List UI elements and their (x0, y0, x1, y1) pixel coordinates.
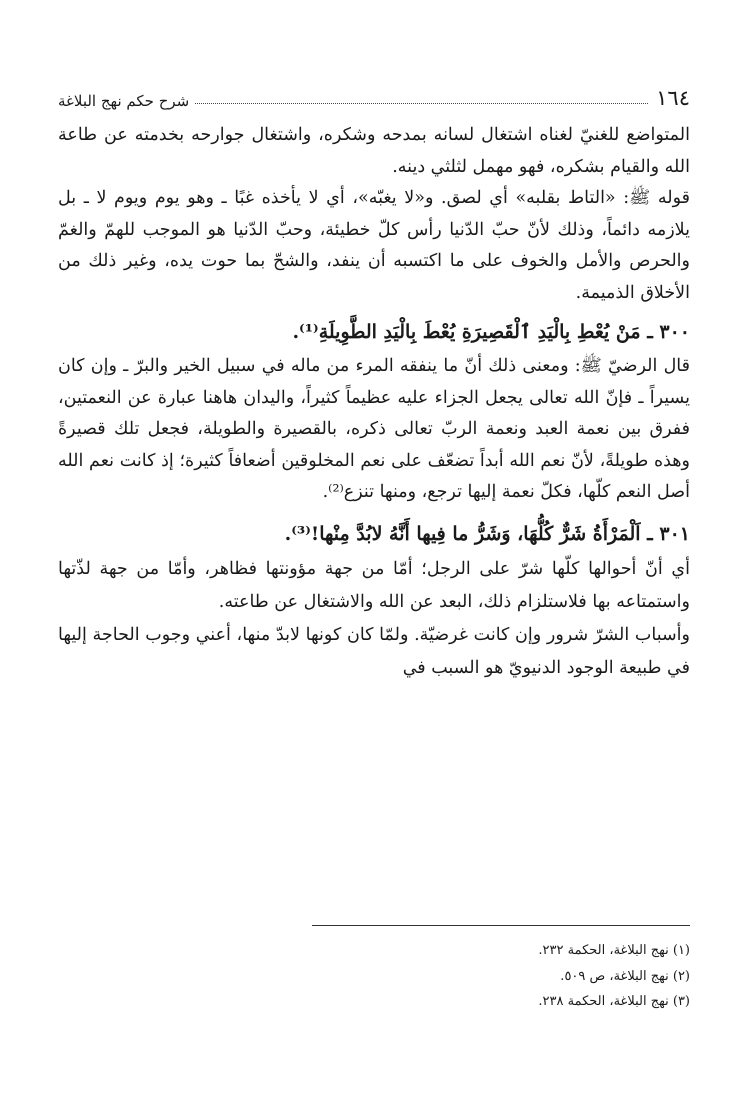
saying-301: ٣٠١ ـ اَلْمَرْأَةُ شَرٌّ كُلُّهَا، وَشَرُّ ما فِيها أَنَّهُ لابُدَّ مِنْها!⁽³⁾. (284, 522, 690, 545)
footnote-1: (١) نهج البلاغة، الحكمة ٢٣٢. (538, 943, 690, 958)
footnotes (58, 925, 690, 1015)
paragraph-5: وأسباب الشرّ شرور وإن كانت غرضيّة. ولمّا كان كونها لابدّ منها، أعني وجوب الحاجة إليها في طبيعة الوجود الدنيويّ هو السبب في (58, 624, 690, 678)
paragraph-4: أي أنّ أحوالها كلّها شرّ على الرجل؛ أمّا من جهة مؤونتها فظاهر، وأمّا من جهة لذّتها واستمتاعه بها فلاستلزام ذلك، البعد عن الله والاشتغال عن طاعته. (58, 558, 690, 612)
footnote-3: (٣) نهج البلاغة، الحكمة ٢٣٨. (538, 994, 690, 1009)
header-dot-leader (195, 103, 648, 104)
footnote-2: (٢) نهج البلاغة، ص ٥٠٩. (560, 968, 690, 984)
paragraph-1: المتواضع للغنيّ لغناه اشتغال لسانه بمدحه وشكره، واشتغال جوارحه بخدمته عن طاعة الله والقيام بشكره، فهو مهمل لثلثي دينه. (58, 125, 690, 177)
running-header (58, 78, 690, 110)
book-title: شرح حكم نهج البلاغة (58, 92, 190, 110)
paragraph-3: قال الرضيّ ﷺ: ومعنى ذلك أنّ ما ينفقه المرء من ماله في سبيل الخير والبرّ ـ وإن كان يسيراً ـ فإنّ الله تعالى يجعل الجزاء عليه عظيماً كثيراً، واليدان هاهنا عبارة عن النعمتين، ففرق بين نعمة العبد ونعمة الربّ تعالى ذكره، بالقصيرة والطويلة، فجعل تلك قصيرةً وهذه طويلةً، لأنّ نعم الله أبداً تضعّف على نعم المخلوقين أضعافاً كثيرة؛ إذ كانت نعم الله أصل النعم كلّها، فكلّ نعمة إليها ترجع، ومنها تنزع⁽²⁾. (58, 356, 690, 502)
saying-300: ٣٠٠ ـ مَنْ يُعْطِ بِالْيَدِ ٱلْقَصِيرَةِ يُعْطَ بِالْيَدِ الطَّوِيلَةِ⁽¹⁾. (292, 321, 690, 343)
page-content (58, 78, 690, 685)
main-text (58, 120, 690, 685)
paragraph-2: قوله ﷺ: «التاط بقلبه» أي لصق. و«لا يغبّه»، أي لا يأخذه غبًا ـ وهو يوم ويوم لا ـ بل يلازمه دائماً، وذلك لأنّ حبّ الدّنيا رأس كلّ خطيئة، وحبّ الدّنيا هو الموجب للهمّ والغمّ والحرص والأمل والخوف على ما اكتسبه أن ينفد، والشحّ بما حوت يده، وغير ذلك من الأخلاق الذميمة. (58, 188, 690, 303)
footnote-rule (312, 925, 690, 926)
page-number: ١٦٤ (656, 86, 690, 110)
